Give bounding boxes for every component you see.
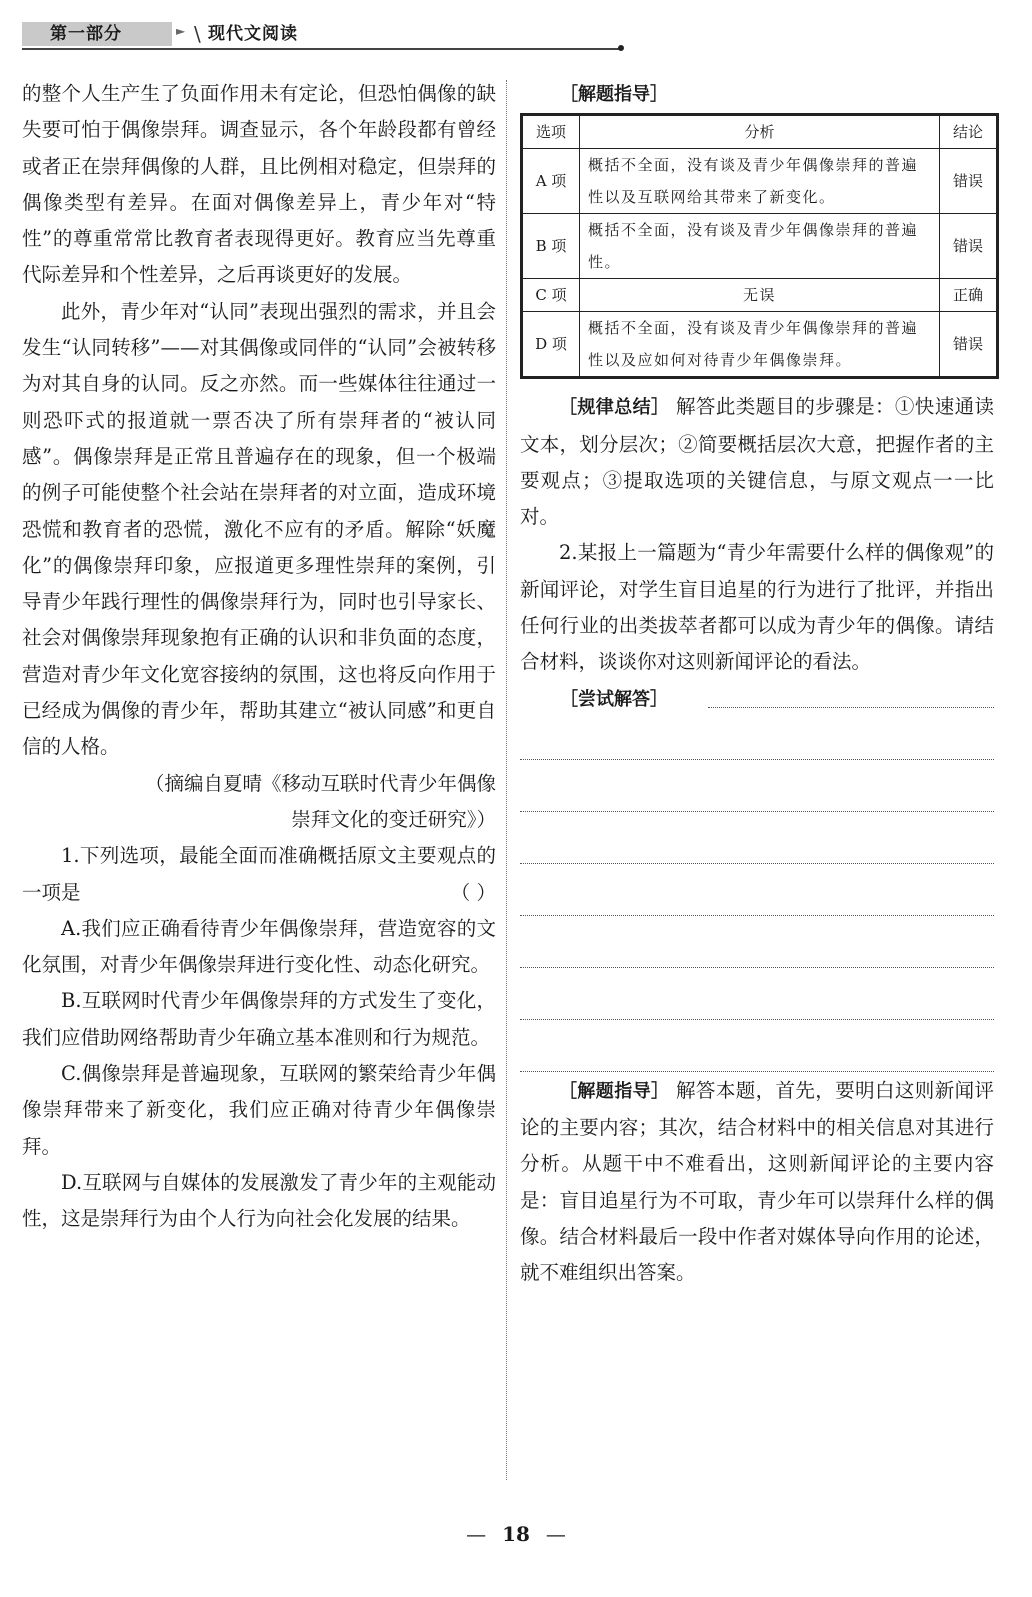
question-1-text: 1.下列选项，最能全面而准确概括原文主要观点的一项是: [22, 844, 496, 904]
question-2: 2.某报上一篇题为“青少年需要什么样的偶像观”的新闻评论，对学生盲目追星的行为进行了批评，并指出任何行业的出类拔萃者都可以成为青少年的偶像。请结合材料，谈谈你对这则新闻评论的看法。: [520, 541, 994, 674]
try-label: ［尝试解答］: [560, 688, 668, 710]
slash-decoration: \: [194, 22, 201, 46]
table-header-cell: 分析: [580, 116, 940, 149]
table-cell-option: C 项: [523, 279, 580, 312]
source-citation-line-2: 崇拜文化的变迁研究》）: [291, 807, 496, 831]
guide-2-text: 解答本题，首先，要明白这则新闻评论的主要内容；其次，结合材料中的相关信息对其进行分析。从题干中不难看出，这则新闻评论的主要内容是：盲目追星行为不可取，青少年可以崇拜什么样的偶像。结合材料最后一段中作者对媒体导向作用的论述，就不难组织出答案。: [520, 1078, 995, 1285]
header-rule-dot: [618, 45, 624, 51]
right-column: [520, 76, 994, 1291]
passage-paragraph-2: 此外，青少年对“认同”表现出强烈的需求，并且会发生“认同转移”——对其偶像或同伴的“认同”会被转移为对其自身的认同。反之亦然。而一些媒体往往通过一则恐吓式的报道就一票否决了所有崇拜者的“被认同感”。偶像崇拜是正常且普遍存在的现象，但一个极端的例子可能使整个社会站在崇拜者的对立面，造成环境恐慌和教育者的恐慌，激化不应有的矛盾。解除“妖魔化”的偶像崇拜印象，应报道更多理性崇拜的案例，引导青少年践行理性的偶像崇拜行为，同时也引导家长、社会对偶像崇拜现象抱有正确的认识和非负面的态度，营造对青少年文化宽容接纳的氛围，这也将反向作用于已经成为偶像的青少年，帮助其建立“被认同感”和更自信的人格。: [22, 299, 496, 759]
guide-label: ［解题指导］: [560, 84, 668, 105]
table-row: [523, 214, 997, 279]
table-cell-result: 错误: [940, 214, 997, 279]
table-cell-analysis: 概括不全面，没有谈及青少年偶像崇拜的普遍性以及应如何对待青少年偶像崇拜。: [580, 312, 940, 377]
table-row: [523, 149, 997, 214]
table-header-cell: 结论: [940, 116, 997, 149]
left-column: [22, 76, 496, 1238]
answer-paren: （ ）: [450, 880, 496, 904]
guide-heading: [520, 76, 994, 113]
running-header: [22, 22, 620, 52]
answer-line[interactable]: [520, 811, 994, 812]
guide-2-label: ［解题指导］: [559, 1080, 670, 1102]
answer-area[interactable]: [520, 681, 994, 1071]
passage-paragraph-1: 的整个人生产生了负面作用未有定论，但恐怕偶像的缺失要可怕于偶像崇拜。调查显示，各个年龄段都有曾经或者正在崇拜偶像的人群，且比例相对稳定，但崇拜的偶像类型有差异。在面对偶像差异上，青少年对“特性”的尊重常常比教育者表现得更好。教育应当先尊重代际差异和个性差异，之后再谈更好的发展。: [22, 82, 496, 287]
footer-dash-right: —: [545, 1522, 566, 1546]
table-row: [523, 312, 997, 377]
column-divider: [506, 80, 507, 1480]
table-cell-analysis: 概括不全面，没有谈及青少年偶像崇拜的普遍性以及互联网给其带来了新变化。: [580, 149, 940, 214]
answer-line[interactable]: [520, 863, 994, 864]
table-cell-result: 错误: [940, 149, 997, 214]
table-cell-analysis: 无误: [580, 279, 940, 312]
table-header-row: [523, 116, 997, 149]
summary-text: 解答此类题目的步骤是：①快速通读文本，划分层次；②简要概括层次大意，把握作者的主要观点；③提取选项的关键信息，与原文观点一一比对。: [520, 395, 995, 529]
table-cell-option: B 项: [523, 214, 580, 279]
table-cell-result: 正确: [940, 279, 997, 312]
section-part-label: 第一部分: [22, 22, 172, 46]
table-header-cell: 选项: [523, 116, 580, 149]
arrow-icon: ►: [176, 24, 186, 38]
table-cell-result: 错误: [940, 312, 997, 377]
table-cell-option: A 项: [523, 149, 580, 214]
question-1: [22, 838, 496, 911]
rule-summary: [520, 389, 994, 535]
answer-line[interactable]: [520, 915, 994, 916]
page-footer: [0, 1522, 1032, 1546]
answer-line[interactable]: [520, 967, 994, 968]
table-row: [523, 279, 997, 312]
summary-label: ［规律总结］: [559, 397, 670, 419]
answer-line[interactable]: [520, 759, 994, 760]
page-number: 18: [502, 1522, 530, 1546]
footer-dash-left: —: [466, 1522, 487, 1546]
analysis-table: [522, 115, 997, 377]
option-a: A.我们应正确看待青少年偶像崇拜，营造宽容的文化氛围，对青少年偶像崇拜进行变化性、动态化研究。: [22, 916, 496, 977]
option-b: B.互联网时代青少年偶像崇拜的方式发生了变化，我们应借助网络帮助青少年确立基本准则和行为规范。: [22, 989, 496, 1049]
answer-line[interactable]: [708, 707, 994, 708]
option-c: C.偶像崇拜是普遍现象，互联网的繁荣给青少年偶像崇拜带来了新变化，我们应正确对待青少年偶像崇拜。: [22, 1062, 496, 1158]
answer-line[interactable]: [520, 1019, 994, 1020]
answer-line[interactable]: [520, 1071, 994, 1072]
source-citation-line-1: （摘编自夏晴《移动互联时代青少年偶像: [144, 771, 496, 795]
analysis-table-frame: [520, 113, 999, 379]
option-d: D.互联网与自媒体的发展激发了青少年的主观能动性，这是崇拜行为由个人行为向社会化发展的结果。: [22, 1170, 496, 1231]
section-title: 现代文阅读: [208, 24, 298, 44]
table-cell-option: D 项: [523, 312, 580, 377]
table-cell-analysis: 概括不全面，没有谈及青少年偶像崇拜的普遍性。: [580, 214, 940, 279]
guide-2: [520, 1073, 994, 1292]
header-rule: [22, 48, 620, 50]
